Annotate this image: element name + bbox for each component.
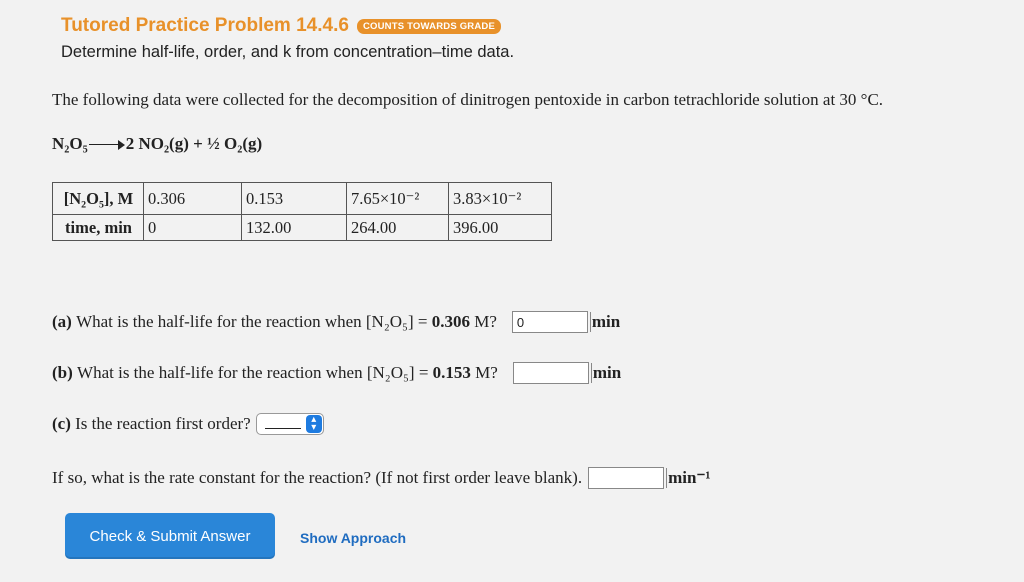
concentration-cell: 7.65×10⁻² <box>347 183 449 215</box>
rate-constant-unit: min⁻¹ <box>668 468 711 487</box>
question-a-text: What is the half-life for the reaction when [N₂O₅] = <box>76 312 428 331</box>
row-header-time: time, min <box>53 215 144 241</box>
question-a-label: (a) <box>52 312 72 331</box>
check-submit-button[interactable]: Check & Submit Answer <box>65 513 275 559</box>
data-table <box>52 182 552 241</box>
time-cell: 0 <box>144 215 242 241</box>
reaction-equation <box>52 134 262 154</box>
question-b-label: (b) <box>52 363 73 382</box>
answer-b-input[interactable] <box>513 362 589 384</box>
select-arrows-icon: ▴ ▾ <box>306 415 322 433</box>
page-subtitle: Determine half-life, order, and k from concentration–time data. <box>61 43 515 61</box>
concentration-cell: 0.153 <box>242 183 347 215</box>
question-rate-text: If so, what is the rate constant for the reaction? (If not first order leave blank). <box>52 468 583 487</box>
answer-b-unit: min <box>592 363 622 382</box>
question-b-value-unit: M? <box>475 363 498 382</box>
question-b-value: 0.153 <box>432 363 471 382</box>
time-cell: 264.00 <box>347 215 449 241</box>
question-a-value-unit: M? <box>474 312 497 331</box>
rate-constant-input[interactable] <box>588 467 664 489</box>
table-row <box>53 215 552 241</box>
page-title: Tutored Practice Problem 14.4.6 <box>61 15 349 36</box>
table-row <box>53 183 552 215</box>
time-cell: 132.00 <box>242 215 347 241</box>
reaction-arrow-icon <box>89 140 125 150</box>
concentration-cell: 3.83×10⁻² <box>449 183 552 215</box>
concentration-cell: 0.306 <box>144 183 242 215</box>
question-c-text: Is the reaction first order? <box>75 414 251 433</box>
question-rate <box>52 467 711 489</box>
show-approach-link[interactable]: Show Approach <box>300 530 407 546</box>
grade-badge: COUNTS TOWARDS GRADE <box>357 19 501 34</box>
time-cell: 396.00 <box>449 215 552 241</box>
question-c-label: (c) <box>52 414 71 433</box>
question-c <box>52 413 324 435</box>
question-a-value: 0.306 <box>431 312 470 331</box>
equation-reactant: N₂O₅ <box>52 134 88 153</box>
title-row <box>61 15 501 37</box>
equation-products: 2 NO₂(g) + ½ O₂(g) <box>125 134 263 153</box>
first-order-select[interactable] <box>256 413 324 435</box>
question-a <box>52 311 620 333</box>
first-order-selected-value <box>265 428 301 429</box>
problem-intro: The following data were collected for the decomposition of dinitrogen pentoxide in carbon tetrachloride solution at 30 °C. <box>52 90 884 109</box>
answer-a-unit: min <box>591 312 621 331</box>
row-header-concentration: [N₂O₅], M <box>53 183 144 215</box>
question-b-text: What is the half-life for the reaction when [N₂O₅] = <box>77 363 429 382</box>
question-b <box>52 362 621 384</box>
answer-a-input[interactable]: 0 <box>512 311 588 333</box>
